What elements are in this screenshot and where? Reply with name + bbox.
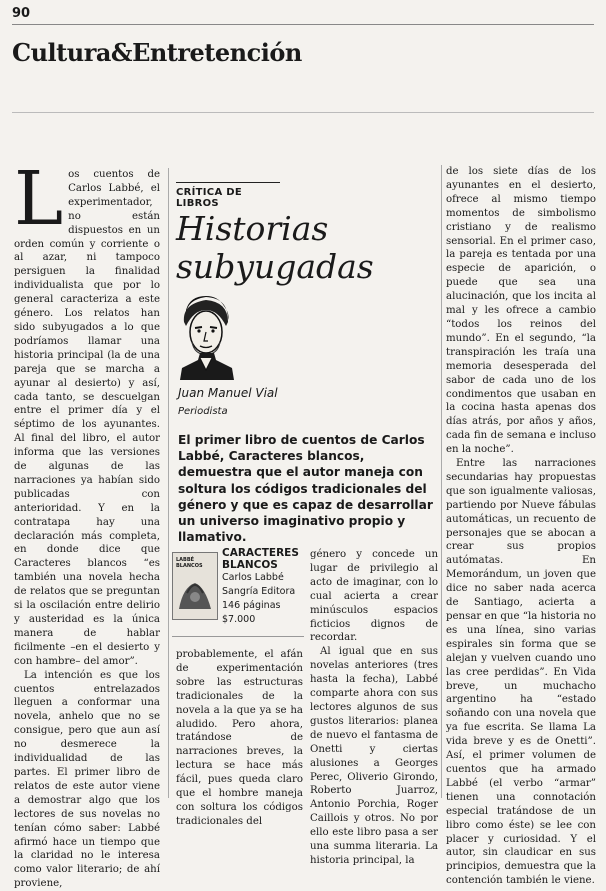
book-title: CARACTERES BLANCOS <box>222 547 299 571</box>
col1-paragraph-2: La intención es que los cuentos entrelazados lleguen a conformar una novela, anhelo que no se consigue, pero que aun así no desmerece la individualidad de las partes. El primer libro de relatos de este autor viene a demostrar algo que los lectores de sus novelas no tenían cómo saber: Labbé afirmó hace un tiempo que la claridad no le interesa como valor literario; de ahí proviene, <box>14 669 160 890</box>
col3-paragraph-1: género y concede un lugar de privilegio al acto de imaginar, con lo cual acierta a crear minúsculos espacios ficticios dignos de recordar. <box>310 549 438 644</box>
book-pages: 146 páginas <box>222 600 281 611</box>
author-name: Juan Manuel Vial <box>178 386 278 400</box>
col3-paragraph-2: Al igual que en sus novelas anteriores (tres hasta la fecha), Labbé comparte ahora con sus lectores algunos de sus gustos literarios: planea de nuevo el fantasma de Onetti y ciertas alusiones a Georges Perec, Oliverio Girondo, Roberto Juarroz, Antonio Porchia, Roger Caillois y otros. No por ello este libro pasa a ser una summa literaria. La historia principal, la <box>310 646 438 866</box>
author-role: Periodista <box>178 406 228 417</box>
col4-paragraph-1: de los siete días de los ayunantes en el desierto, ofrece al mismo tiempo momentos de simbolismo cristiano y de realismo sensorial. En el primer caso, la pareja es tentada por una especie de aparición, o puede que sea una alucinación, que los incita al mal y les ofrece a cambio “todos los reinos del mundo”. En el segundo, “la transpiración les traía una memoria desesperada del sabor de cada uno de los condimentos que usaban en la cocina hasta apenas dos días atrás, por años y años, cada fin de semana e incluso en la noche”. <box>446 166 596 456</box>
book-cover-art <box>173 573 217 613</box>
section-rule <box>12 112 594 113</box>
lede: El primer libro de cuentos de Carlos Labbé, Caracteres blancos, demuestra que el autor maneja con soltura los códigos tradicionales del género y que es capaz de desarrollar un universo imaginativo propio y llamativo. <box>178 433 433 545</box>
article-column-1 <box>14 156 160 890</box>
drop-cap: L <box>14 156 64 242</box>
book-price: $7.000 <box>222 614 256 625</box>
column-divider <box>441 165 442 798</box>
column-divider <box>168 168 169 798</box>
book-cover <box>172 552 218 620</box>
page-number: 90 <box>12 6 31 21</box>
book-cover-text: LABBÉ BLANCOS <box>176 557 203 569</box>
section-title: Cultura&Entretención <box>12 38 302 67</box>
book-publisher: Sangría Editora <box>222 586 296 597</box>
article-column-4 <box>446 165 596 887</box>
author-portrait <box>178 292 236 380</box>
col4-paragraph-2: Entre las narraciones secundarias hay propuestas que son igualmente valiosas, partiendo por Nueve fábulas automáticas, un recuento de personajes que se abocan a crear sus propios autómatas. En Memorándum, un joven que dice no saber nada acerca de Santiago, acierta a pensar en que “la historia no es una línea, sino varias espirales sin forma que se alejan y vuelven cuando uno las cree perdidas”. En Vida breve, un muchacho argentino ha “estado soñando con una novela que ya fue escrita. Se llama La vida breve y es de Onetti”. Así, el primer volumen de cuentos que ha armado Labbé (el verbo “armar” tienen una connotación especial tratándose de un libro como éste) se lee con placer y curiosidad. Y el autor, sin claudicar en sus principios, demuestra que la contención también le viene. <box>446 458 596 887</box>
kicker: CRÍTICA DE LIBROS <box>176 182 280 209</box>
book-rule <box>172 636 304 637</box>
book-author: Carlos Labbé <box>222 572 284 583</box>
col1-paragraph-1: os cuentos de Carlos Labbé, el experimentador, no están dispuestos en un orden común y corriente o al azar, ni tampoco persiguen la finalidad individualista que por lo general caracteriza a este género. Los relatos han sido subyugados a lo que podríamos llamar una historia principal (la de una pareja que se marcha a ayunar al desierto) y así, cada tanto, se descuelgan entre el primer día y el séptimo de los ayunantes. Al final del libro, el autor informa que las versiones de algunas de las narraciones ya habían sido publicadas con anterioridad. Y en la contratapa hay una declaración más completa, en donde dice que Caracteres blancos “es también una novela hecha de relatos que se preguntan si la oscilación entre delirio y austeridad es la única manera de hablar ficilmente –en el desierto y con hambre– del amor”. <box>14 169 160 667</box>
col2-paragraph-1: probablemente, el afán de experimentación sobre las estructuras tradicionales de la novela a la que ya se ha aludido. Pero ahora, tratándose de narraciones breves, la lectura se hace más fácil, pues queda claro que el hombre maneja con soltura los códigos tradicionales del <box>176 649 303 827</box>
headline: Historias subyugadas <box>176 209 374 286</box>
book-info <box>222 547 306 627</box>
article-column-3 <box>310 548 438 866</box>
top-rule <box>12 24 594 25</box>
article-column-2 <box>176 648 303 827</box>
